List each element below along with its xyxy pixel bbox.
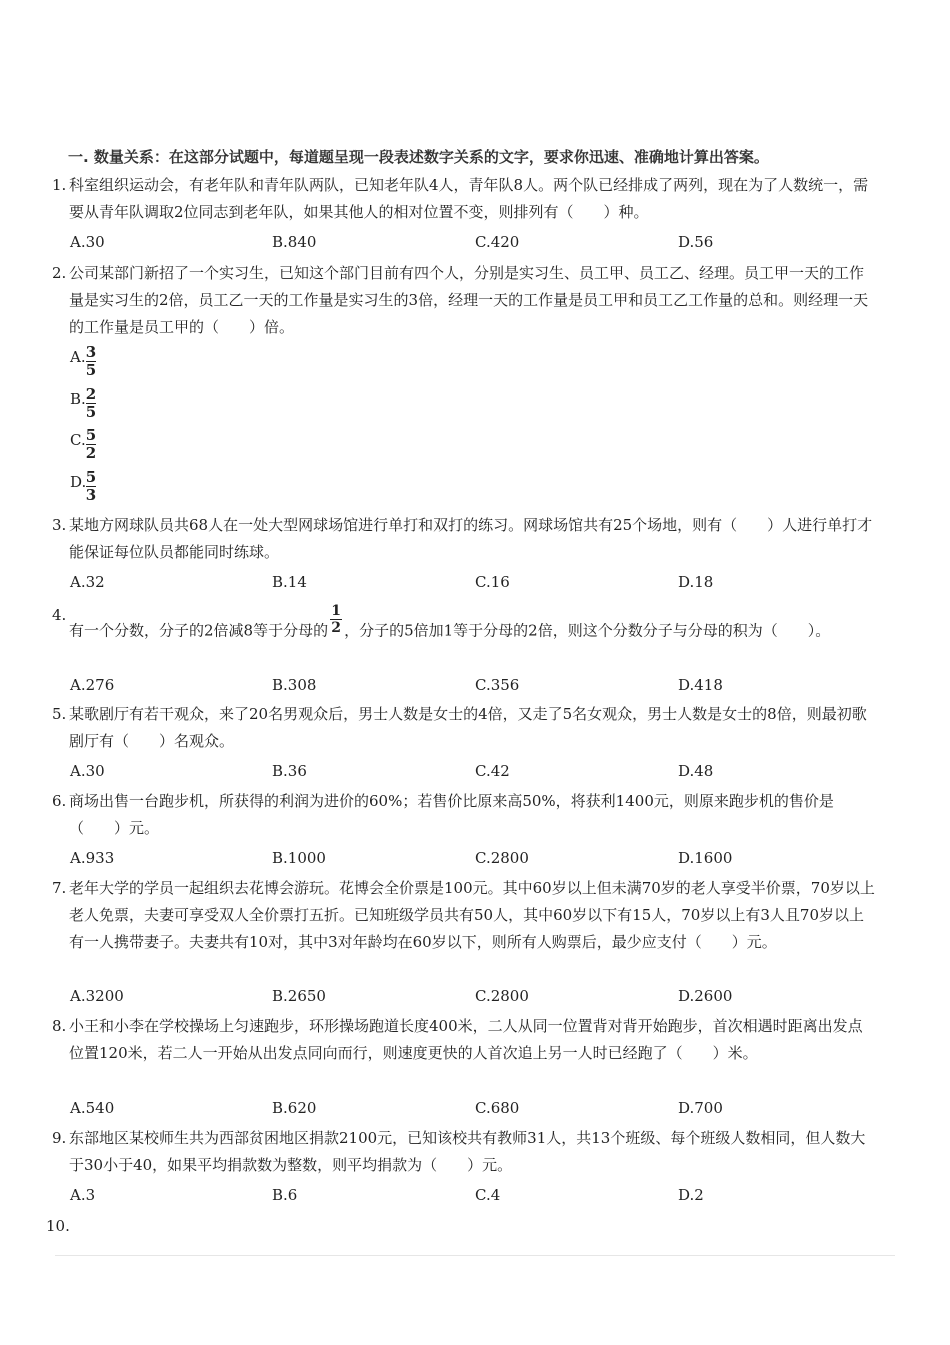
question-text: 商场出售一台跑步机，所获得的利润为进价的60%；若售价比原来高50%，将获利1400元，则原来跑步机的售价是（ ）元。 xyxy=(69,792,834,837)
fraction xyxy=(85,386,97,421)
option-b[interactable]: B.840 xyxy=(272,233,317,251)
fraction xyxy=(85,344,97,379)
question-text-part: 有一个分数，分子的2倍减8等于分母的 xyxy=(69,621,329,640)
page-divider xyxy=(55,1255,895,1256)
option-b[interactable]: B.308 xyxy=(272,676,317,694)
option-a[interactable]: A.540 xyxy=(70,1099,115,1117)
question-text: 老年大学的学员一起组织去花博会游玩。花博会全价票是100元。其中60岁以上但未满70岁的老人享受半价票，70岁以上老人免票，夫妻可享受双人全价票打五折。已知班级学员共有50人，其中60岁以下有15人，70岁以上有3人且70岁以上有一人携带妻子。夫妻共有10对，其中3对年龄均在60岁以下，则所有人购票后，最少应支付（ ）元。 xyxy=(69,879,875,951)
question-9 xyxy=(52,1125,877,1179)
options-9 xyxy=(70,1186,890,1210)
fraction-numerator: 5 xyxy=(85,468,97,486)
fraction-denominator: 2 xyxy=(85,444,97,462)
question-text: 小王和小李在学校操场上匀速跑步，环形操场跑道长度400米，二人从同一位置背对背开始跑步，首次相遇时距离出发点位置120米，若二人一开始从出发点同向而行，则速度更快的人首次追上另一人时已经跑了（ ）米。 xyxy=(69,1017,863,1062)
question-6 xyxy=(52,788,877,842)
question-number: 6. xyxy=(52,792,67,810)
option-b[interactable]: B.620 xyxy=(272,1099,317,1117)
fraction-denominator: 2 xyxy=(331,620,341,636)
option-c[interactable]: C.356 xyxy=(475,676,520,694)
option-a[interactable]: A.276 xyxy=(70,676,115,694)
fraction-denominator: 3 xyxy=(85,486,97,504)
question-number: 1. xyxy=(52,176,67,194)
option-a[interactable]: A.32 xyxy=(70,573,105,591)
option-a[interactable]: A.30 xyxy=(70,233,105,251)
option-b[interactable]: B.2650 xyxy=(272,987,326,1005)
option-label: A. xyxy=(70,348,86,366)
question-number: 10. xyxy=(46,1217,70,1235)
options-5 xyxy=(70,762,890,786)
question-text: 科室组织运动会，有老年队和青年队两队，已知老年队4人，青年队8人。两个队已经排成了两列，现在为了人数统一，需要从青年队调取2位同志到老年队，如果其他人的相对位置不变，则排列有（ ）种。 xyxy=(69,176,869,221)
option-d[interactable]: D.2 xyxy=(678,1186,704,1204)
option-c[interactable]: C.42 xyxy=(475,762,510,780)
option-d[interactable]: D.1600 xyxy=(678,849,733,867)
option-c[interactable]: C.16 xyxy=(475,573,510,591)
question-text-part: ，分子的5倍加1等于分母的2倍，则这个分数分子与分母的积为（ ）。 xyxy=(344,621,831,640)
option-b[interactable]: B.6 xyxy=(272,1186,298,1204)
fraction xyxy=(85,427,97,462)
question-2 xyxy=(52,260,877,341)
option-d[interactable]: D.56 xyxy=(678,233,714,251)
fraction xyxy=(330,603,342,636)
option-d[interactable]: D.2600 xyxy=(678,987,733,1005)
option-d[interactable]: D.48 xyxy=(678,762,714,780)
option-c[interactable]: C.2800 xyxy=(475,849,529,867)
options-7 xyxy=(70,987,890,1011)
options-4 xyxy=(70,676,890,700)
option-a[interactable]: A.30 xyxy=(70,762,105,780)
option-d[interactable]: D.418 xyxy=(678,676,723,694)
option-c[interactable]: C.4 xyxy=(475,1186,501,1204)
question-number: 2. xyxy=(52,264,67,282)
options-6 xyxy=(70,849,890,873)
fraction-numerator: 3 xyxy=(85,343,97,361)
question-1 xyxy=(52,172,877,226)
question-3 xyxy=(52,512,877,566)
option-c[interactable]: C.680 xyxy=(475,1099,520,1117)
options-8 xyxy=(70,1099,890,1123)
question-number: 7. xyxy=(52,879,67,897)
question-number: 5. xyxy=(52,705,67,723)
question-text xyxy=(52,603,877,648)
option-d[interactable]: D.700 xyxy=(678,1099,723,1117)
question-4-body xyxy=(52,603,877,648)
question-number: 3. xyxy=(52,516,67,534)
option-b[interactable]: B.36 xyxy=(272,762,307,780)
options-3 xyxy=(70,573,890,597)
options-1 xyxy=(70,233,890,257)
section-title: 一. 数量关系：在这部分试题中，每道题呈现一段表述数字关系的文字，要求你迅速、准确地计算出答案。 xyxy=(68,148,769,166)
option-c[interactable]: C.420 xyxy=(475,233,520,251)
fraction-numerator: 2 xyxy=(85,385,97,403)
question-text: 公司某部门新招了一个实习生，已知这个部门目前有四个人，分别是实习生、员工甲、员工乙、经理。员工甲一天的工作量是实习生的2倍，员工乙一天的工作量是实习生的3倍，经理一天的工作量是员工甲和员工乙工作量的总和。则经理一天的工作量是员工甲的（ ）倍。 xyxy=(69,264,869,336)
question-number: 9. xyxy=(52,1129,67,1147)
question-number: 8. xyxy=(52,1017,67,1035)
option-label: D. xyxy=(70,473,87,491)
question-number: 4. xyxy=(52,606,67,624)
option-a[interactable]: A.933 xyxy=(70,849,115,867)
question-text: 东部地区某校师生共为西部贫困地区捐款2100元，已知该校共有教师31人，共13个班级、每个班级人数相同，但人数大于30小于40，如果平均捐款数为整数，则平均捐款为（ ）元。 xyxy=(69,1129,866,1174)
question-8 xyxy=(52,1013,877,1067)
option-d[interactable]: D.18 xyxy=(678,573,714,591)
fraction-numerator: 1 xyxy=(331,603,341,619)
option-a[interactable]: A.3 xyxy=(70,1186,96,1204)
option-label: B. xyxy=(70,390,86,408)
option-b[interactable]: B.1000 xyxy=(272,849,326,867)
question-7 xyxy=(52,875,877,956)
fraction-denominator: 5 xyxy=(85,403,97,421)
question-text: 某歌剧厅有若干观众，来了20名男观众后，男士人数是女士的4倍，又走了5名女观众，男士人数是女士的8倍，则最初歌剧厅有（ ）名观众。 xyxy=(69,705,867,750)
question-5 xyxy=(52,701,877,755)
option-b[interactable]: B.14 xyxy=(272,573,307,591)
option-c[interactable]: C.2800 xyxy=(475,987,529,1005)
option-a[interactable]: A.3200 xyxy=(70,987,124,1005)
fraction-numerator: 5 xyxy=(85,426,97,444)
question-text: 某地方网球队员共68人在一处大型网球场馆进行单打和双打的练习。网球场馆共有25个场地，则有（ ）人进行单打才能保证每位队员都能同时练球。 xyxy=(69,516,873,561)
fraction-denominator: 5 xyxy=(85,361,97,379)
fraction xyxy=(85,469,97,504)
option-label: C. xyxy=(70,431,86,449)
